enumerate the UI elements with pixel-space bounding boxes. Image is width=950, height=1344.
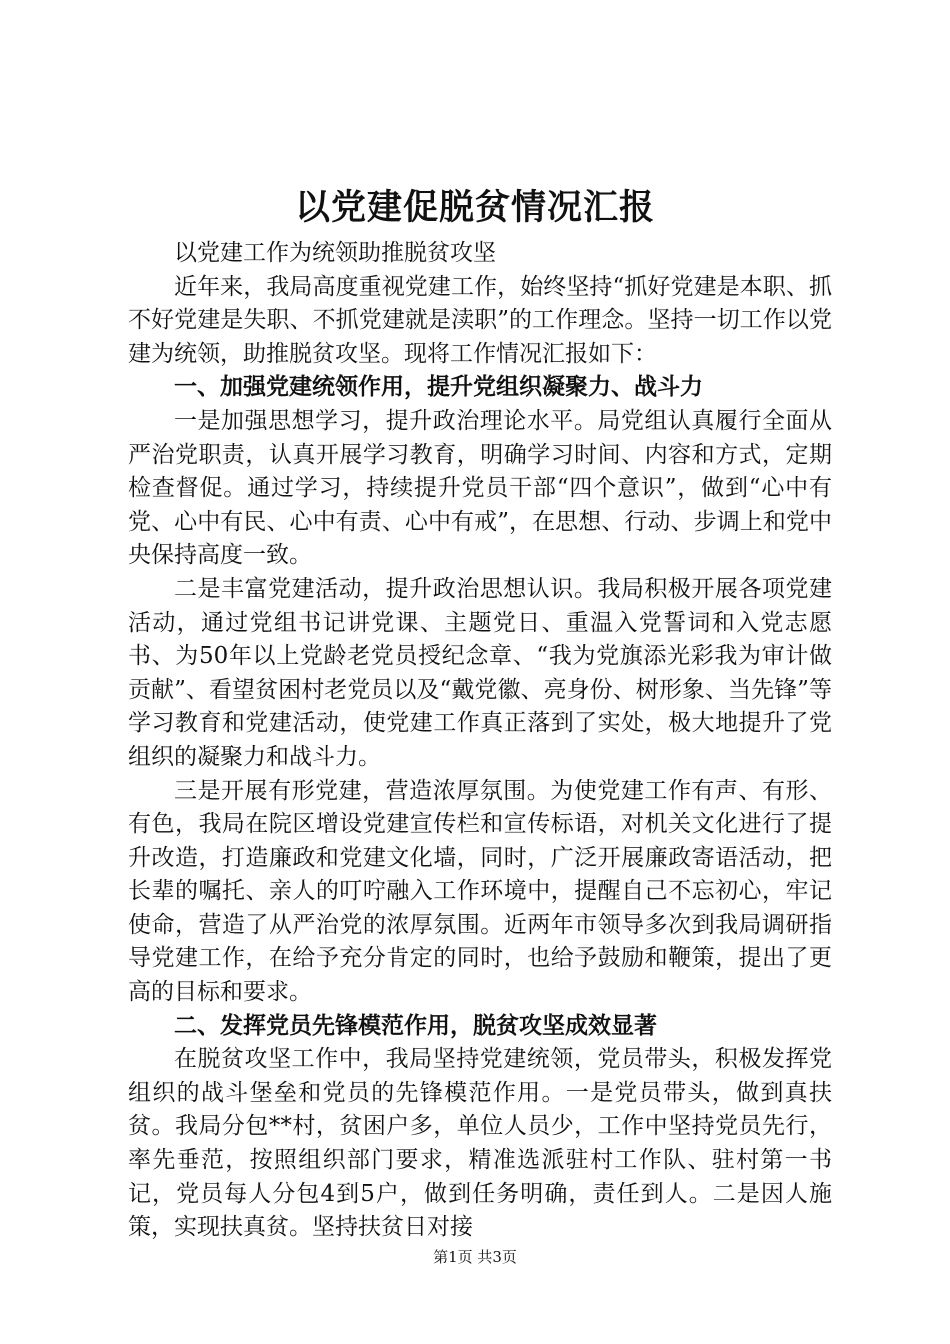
- paragraph-activities: 二是丰富党建活动，提升政治思想认识。我局积极开展各项党建活动，通过党组书记讲党课、主题党日、重温入党誓词和入党志愿书、为50年以上党龄老党员授纪念章、“我为党旗添光彩我为审计做贡献”、看望贫困村老党员以及“戴党徽、亮身份、树形象、当先锋”等学习教育和党建活动，使党建工作真正落到了实处，极大地提升了党组织的凝聚力和战斗力。: [128, 575, 832, 770]
- paragraph-poverty: 在脱贫攻坚工作中，我局坚持党建统领，党员带头，积极发挥党组织的战斗堡垒和党员的先锋模范作用。一是党员带头，做到真扶贫。我局分包**村，贫困户多，单位人员少，工作中坚持党员先行，率先垂范，按照组织部门要求，精准选派驻村工作队、驻村第一书记，党员每人分包4到5户，做到任务明确，责任到人。二是因人施策，实现扶真贫。坚持扶贫日对接: [128, 1046, 832, 1241]
- section-heading-2: 二、发挥党员先锋模范作用，脱贫攻坚成效显著: [174, 1012, 657, 1039]
- paragraph-subtitle: 以党建工作为统领助推脱贫攻坚: [174, 240, 496, 266]
- page-footer: 第1页 共3页: [433, 1248, 517, 1266]
- paragraph-study: 一是加强思想学习，提升政治理论水平。局党组认真履行全面从严治党职责，认真开展学习教育，明确学习时间、内容和方式，定期检查督促。通过学习，持续提升党员干部“四个意识”，做到“心中有党、心中有民、心中有责、心中有戒”，在思想、行动、步调上和党中央保持高度一致。: [128, 407, 832, 569]
- document-body: [128, 237, 832, 1245]
- paragraph-intro: 近年来，我局高度重视党建工作，始终坚持“抓好党建是本职、抓不好党建是失职、不抓党建就是渎职”的工作理念。坚持一切工作以党建为统领，助推脱贫攻坚。现将工作情况汇报如下：: [128, 273, 832, 367]
- paragraph-tangible: 三是开展有形党建，营造浓厚氛围。为使党建工作有声、有形、有色，我局在院区增设党建宣传栏和宣传标语，对机关文化进行了提升改造，打造廉政和党建文化墙，同时，广泛开展廉政寄语活动，把长辈的嘱托、亲人的叮咛融入工作环境中，提醒自己不忘初心，牢记使命，营造了从严治党的浓厚氛围。近两年市领导多次到我局调研指导党建工作，在给予充分肯定的同时，也给予鼓励和鞭策，提出了更高的目标和要求。: [128, 777, 832, 1006]
- section-heading-1: 一、加强党建统领作用，提升党组织凝聚力、战斗力: [174, 374, 703, 401]
- document-title: 以党建促脱贫情况汇报: [294, 188, 655, 228]
